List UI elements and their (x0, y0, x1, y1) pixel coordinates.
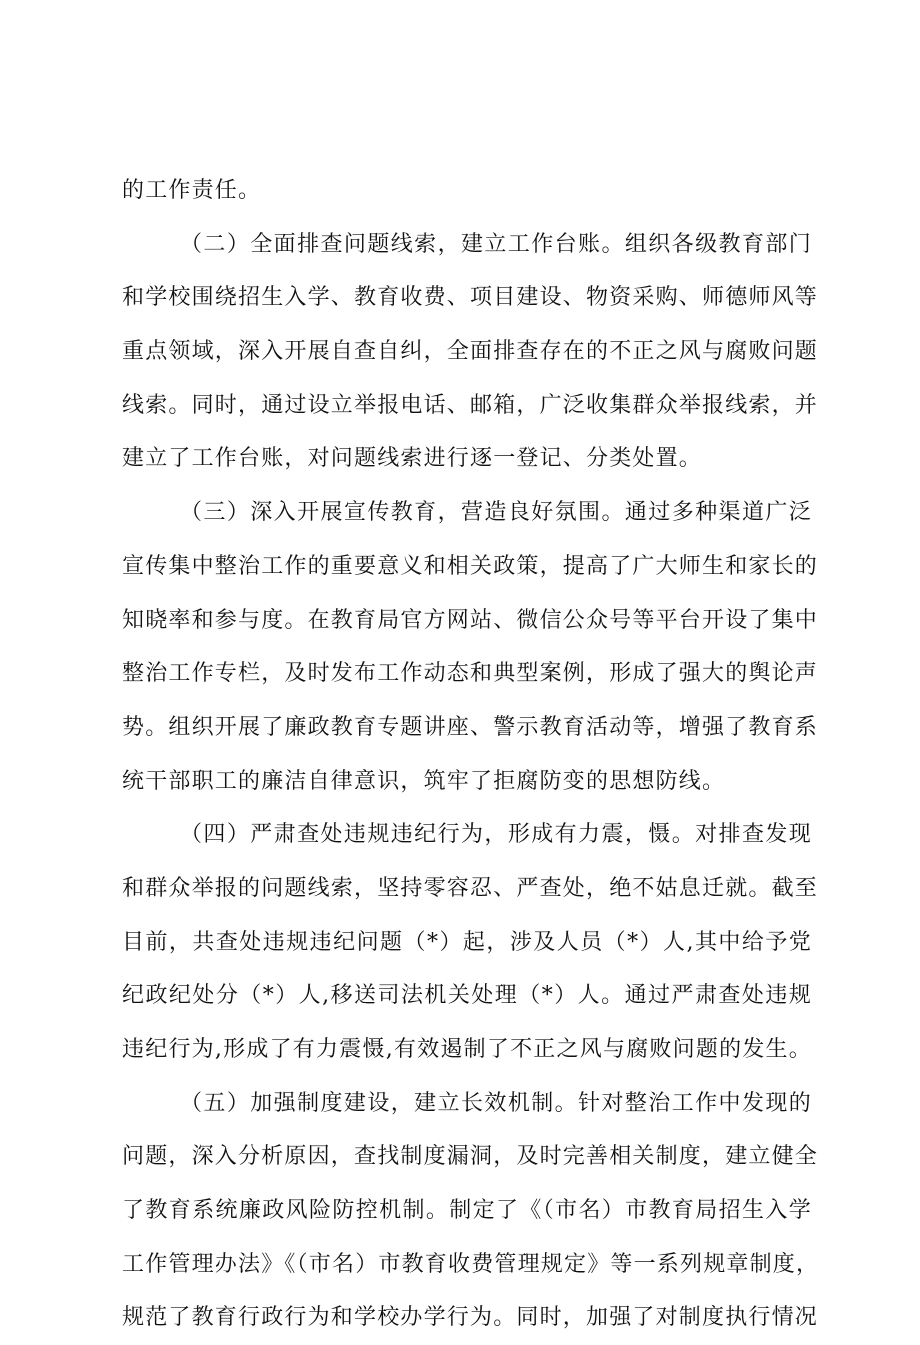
text-line: 建立了工作台账，对问题线索进行逐一登记、分类处置。 (122, 446, 703, 472)
document-body (122, 164, 820, 1345)
text-line: 的工作责任。 (122, 178, 262, 203)
text-line: 重点领域，深入开展自查自纠，全面排查存在的不正之风与腐败问题 (122, 339, 819, 365)
text-line: 势。组织开展了廉政教育专题讲座、警示教育活动等，增强了教育系 (122, 714, 819, 740)
text-line: 纪政纪处分（*）人,移送司法机关处理（*）人。通过严肃查处违规 (122, 983, 812, 1009)
text-line: （三）深入开展宣传教育，营造良好氛围。通过多种渠道广泛 (180, 500, 812, 526)
text-line: 统干部职工的廉洁自律意识，筑牢了拒腐防变的思想防线。 (122, 768, 726, 794)
text-line: （四）严肃查处违规违纪行为，形成有力震，慑。对排查发现 (180, 822, 812, 848)
text-line: 和学校围绕招生入学、教育收费、项目建设、物资采购、师德师风等 (122, 285, 819, 311)
text-line: 整治工作专栏，及时发布工作动态和典型案例，形成了强大的舆论声 (122, 661, 819, 687)
text-line: （二）全面排查问题线索，建立工作台账。组织各级教育部门 (180, 231, 812, 257)
text-line: 违纪行为,形成了有力震慑,有效遏制了不正之风与腐败问题的发生。 (122, 1037, 812, 1062)
text-line: 和群众举报的问题线索，坚持零容忍、严查处，绝不姑息迁就。截至 (122, 875, 819, 901)
text-line: 问题，深入分析原因，查找制度漏洞，及时完善相关制度，建立健全 (122, 1144, 819, 1170)
text-line: 知晓率和参与度。在教育局官方网站、微信公众号等平台开设了集中 (122, 607, 819, 633)
text-line: 线索。同时，通过设立举报电话、邮箱，广泛收集群众举报线索，并 (122, 392, 819, 418)
text-line: （五）加强制度建设，建立长效机制。针对整治工作中发现的 (180, 1090, 812, 1116)
text-line: 规范了教育行政行为和学校办学行为。同时，加强了对制度执行情况 (122, 1305, 819, 1331)
text-line: 了教育系统廉政风险防控机制。制定了《（市名）市教育局招生入学 (122, 1198, 812, 1224)
text-line: 工作管理办法》《（市名）市教育收费管理规定》等一系列规章制度， (122, 1251, 820, 1277)
text-line: 目前，共查处违规违纪问题（*）起，涉及人员（*）人,其中给予党 (122, 929, 812, 955)
text-line: 宣传集中整治工作的重要意义和相关政策，提高了广大师生和家长的 (122, 553, 819, 579)
